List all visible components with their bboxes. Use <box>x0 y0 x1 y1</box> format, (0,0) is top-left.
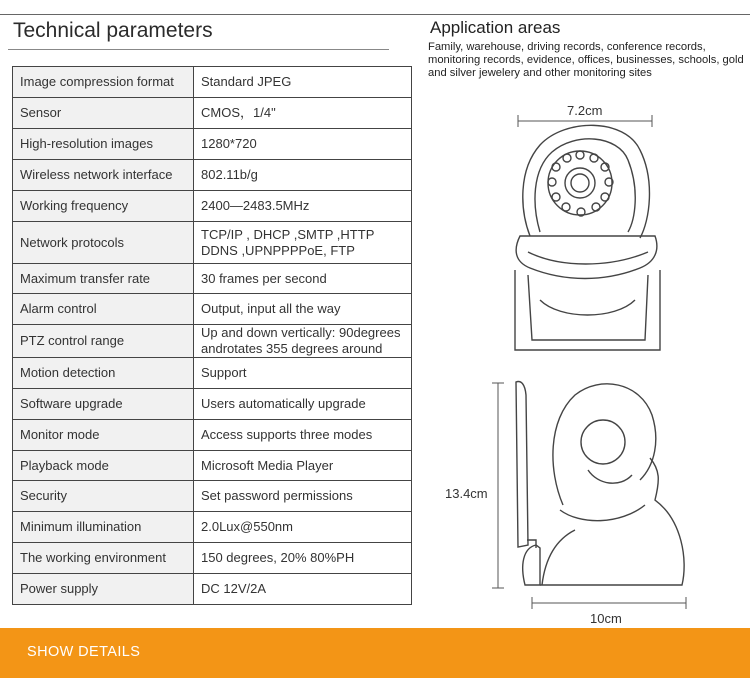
param-value-line: 150 degrees, 20% 80%PH <box>201 550 355 565</box>
param-value-line: Up and down vertically: 90degrees <box>201 325 401 340</box>
param-value-line: Set password permissions <box>201 488 353 503</box>
param-value-line-2: androtates 355 degrees around <box>201 341 383 356</box>
param-label: Working frequency <box>13 191 194 222</box>
param-value-line: DC 12V/2A <box>201 581 267 596</box>
param-value-line: Users automatically upgrade <box>201 396 366 411</box>
param-label: Software upgrade <box>13 389 194 420</box>
param-label: Network protocols <box>13 222 194 264</box>
param-label: Alarm control <box>13 294 194 325</box>
param-label: The working environment <box>13 543 194 574</box>
param-value-line: Standard JPEG <box>201 74 292 89</box>
param-label: Wireless network interface <box>13 160 194 191</box>
param-label: Playback mode <box>13 451 194 481</box>
param-value-line: Output, input all the way <box>201 301 341 316</box>
application-areas-title: Application areas <box>430 18 561 37</box>
param-value-line: 2.0Lux@550nm <box>201 519 293 534</box>
param-label: Power supply <box>13 574 194 605</box>
param-label: Image compression format <box>13 67 194 98</box>
show-details-bar[interactable] <box>0 628 750 678</box>
param-label: PTZ control range <box>13 325 194 358</box>
param-value-line-2: DDNS ,UPNPPPPoE, FTP <box>201 242 355 258</box>
show-details-button[interactable]: SHOW DETAILS <box>27 644 141 660</box>
camera-side-view <box>516 382 684 585</box>
param-value-line: Support <box>201 365 247 380</box>
height-dimension-line <box>492 383 504 588</box>
param-label: Minimum illumination <box>13 512 194 543</box>
param-label: Motion detection <box>13 358 194 389</box>
camera-front-view <box>515 125 660 350</box>
param-value-line: Access supports three modes <box>201 427 373 442</box>
param-value-line: 802.11b/g <box>201 167 258 182</box>
application-areas-description: Family, warehouse, driving records, conference records, monitoring records, evidence, offices, businesses, schools, gold and silver jewelery and other monitoring sites <box>428 41 744 79</box>
param-label: Sensor <box>13 98 194 129</box>
param-label: Maximum transfer rate <box>13 264 194 294</box>
param-value-line: 1280*720 <box>201 136 257 151</box>
height-label: 13.4cm <box>445 486 488 501</box>
param-label: Security <box>13 481 194 512</box>
param-value-line: 30 frames per second <box>201 270 327 286</box>
depth-label: 10cm <box>590 611 622 626</box>
param-value-line: CMOS，1/4" <box>201 105 276 120</box>
technical-parameters-title: Technical parameters <box>13 19 213 42</box>
param-label: High-resolution images <box>13 129 194 160</box>
depth-dimension-line <box>532 597 686 609</box>
param-label: Monitor mode <box>13 420 194 451</box>
param-value-line: TCP/IP , DHCP ,SMTP ,HTTP <box>201 226 375 242</box>
param-value-line: 2400—2483.5MHz <box>201 198 310 213</box>
width-label: 7.2cm <box>567 103 603 118</box>
param-value-line: Microsoft Media Player <box>201 457 334 473</box>
